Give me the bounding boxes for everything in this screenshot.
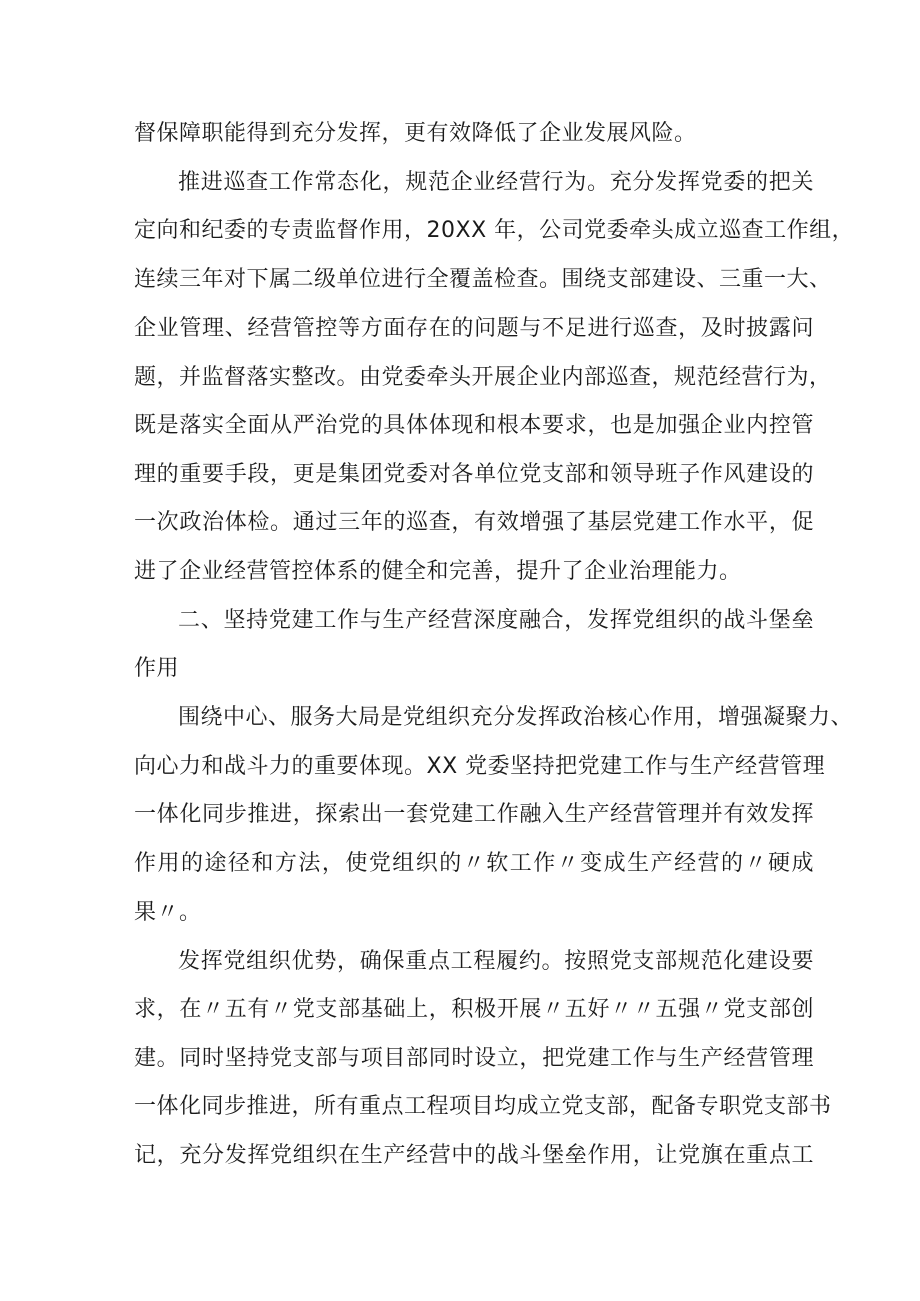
paragraph-project-line-1: 发挥党组织优势，确保重点工程履约。按照党支部规范化建设要 bbox=[178, 949, 814, 974]
paragraph-inspection-line-3: 连续三年对下属二级单位进行全覆盖检查。围绕支部建设、三重一大、 bbox=[134, 267, 832, 292]
paragraph-project-line-5: 记，充分发挥党组织在生产经营中的战斗堡垒作用，让党旗在重点工 bbox=[134, 1143, 814, 1168]
paragraph-center-line-2: 向心力和战斗力的重要体现。XX 党委坚持把党建工作与生产经营管理 bbox=[134, 754, 826, 779]
paragraph-inspection-line-7: 理的重要手段，更是集团党委对各单位党支部和领导班子作风建设的 bbox=[134, 462, 814, 487]
paragraph-center-line-3: 一体化同步推进，探索出一套党建工作融入生产经营管理并有效发挥 bbox=[134, 802, 814, 827]
paragraph-project-line-4: 一体化同步推进，所有重点工程项目均成立党支部，配备专职党支部书 bbox=[134, 1094, 832, 1119]
paragraph-inspection-line-6: 既是落实全面从严治党的具体体现和根本要求，也是加强企业内控管 bbox=[134, 413, 814, 438]
paragraph-inspection-line-8: 一次政治体检。通过三年的巡查，有效增强了基层党建工作水平，促 bbox=[134, 510, 814, 535]
section-heading-line-1: 二、坚持党建工作与生产经营深度融合，发挥党组织的战斗堡垒 bbox=[178, 608, 814, 633]
paragraph-project-line-3: 建。同时坚持党支部与项目部同时设立，把党建工作与生产经营管理 bbox=[134, 1046, 814, 1071]
paragraph-center-line-4: 作用的途径和方法，使党组织的〃软工作〃变成生产经营的〃硬成 bbox=[134, 851, 814, 876]
section-heading-line-2: 作用 bbox=[134, 656, 180, 681]
paragraph-inspection-line-4: 企业管理、经营管控等方面存在的问题与不足进行巡查，及时披露问 bbox=[134, 316, 814, 341]
paragraph-inspection-line-2: 定向和纪委的专责监督作用，20XX 年，公司党委牵头成立巡查工作组， bbox=[134, 218, 855, 243]
text-line-1: 督保障职能得到充分发挥，更有效降低了企业发展风险。 bbox=[134, 121, 697, 146]
paragraph-inspection-line-1: 推进巡查工作常态化，规范企业经营行为。充分发挥党委的把关 bbox=[178, 170, 814, 195]
paragraph-center-line-1: 围绕中心、服务大局是党组织充分发挥政治核心作用，增强凝聚力、 bbox=[178, 705, 854, 730]
paragraph-center-line-5: 果〃。 bbox=[134, 900, 202, 925]
paragraph-project-line-2: 求，在〃五有〃党支部基础上，积极开展〃五好〃〃五强〃党支部创 bbox=[134, 997, 814, 1022]
paragraph-inspection-line-9: 进了企业经营管控体系的健全和完善，提升了企业治理能力。 bbox=[134, 559, 742, 584]
paragraph-inspection-line-5: 题，并监督落实整改。由党委牵头开展企业内部巡查，规范经营行为， bbox=[134, 365, 832, 390]
